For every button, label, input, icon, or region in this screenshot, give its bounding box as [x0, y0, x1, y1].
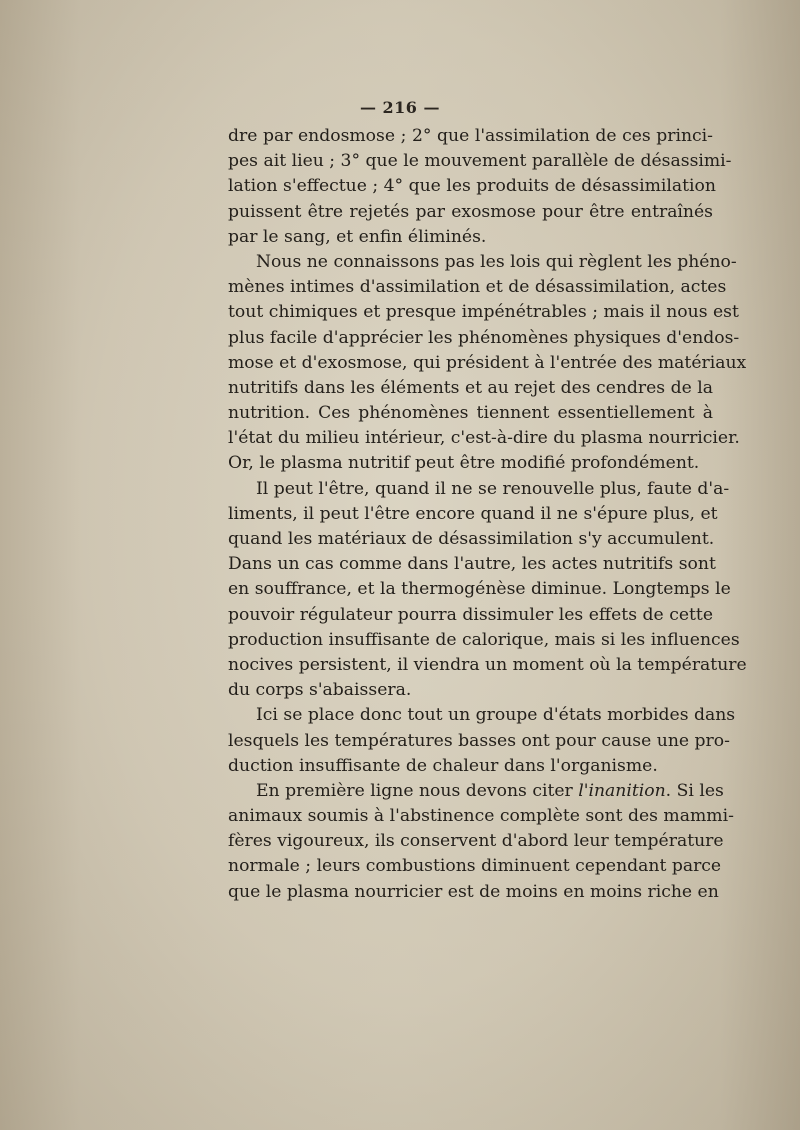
- text-line: mose et d'exosmose, qui président à l'entrée des matériaux: [228, 352, 747, 373]
- text-run: . Si les: [665, 780, 724, 801]
- text-line: nutrition. Ces phénomènes tiennent essentiellement à: [228, 403, 713, 424]
- page-number: — 216 —: [359, 98, 441, 117]
- text-line: duction insuffisante de chaleur dans l'organisme.: [228, 755, 658, 776]
- text-line: puissent être rejetés par exosmose pour être entraînés: [228, 201, 713, 222]
- text-line: l'état du milieu intérieur, c'est-à-dire du plasma nourricier.: [228, 428, 740, 449]
- text-run: En première ligne nous devons citer: [256, 780, 579, 801]
- text-line: nocives persistent, il viendra un moment où la température: [228, 654, 747, 675]
- text-line-with-italic: [228, 779, 724, 804]
- text-line: Ici se place donc tout un groupe d'états morbides dans: [256, 705, 736, 726]
- text-line: tout chimiques et presque impénétrables ; mais il nous est: [228, 302, 739, 323]
- text-line: pes ait lieu ; 3° que le mouvement parallèle de désassimi-: [228, 151, 732, 172]
- text-line: pouvoir régulateur pourra dissimuler les effets de cette: [228, 604, 713, 625]
- text-line: lation s'effectue ; 4° que les produits de désassimilation: [228, 176, 716, 197]
- text-line: Il peut l'être, quand il ne se renouvelle plus, faute d'a-: [256, 478, 730, 499]
- text-line: Dans un cas comme dans l'autre, les actes nutritifs sont: [228, 554, 716, 575]
- text-line: que le plasma nourricier est de moins en moins riche en: [228, 881, 719, 902]
- text-line: quand les matériaux de désassimilation s'y accumulent.: [228, 529, 715, 549]
- text-line: production insuffisante de calorique, mais si les influences: [228, 629, 740, 650]
- text-line: mènes intimes d'assimilation et de désassimilation, actes: [228, 277, 727, 298]
- text-line: par le sang, et enfin éliminés.: [228, 226, 487, 247]
- text-line: animaux soumis à l'abstinence complète sont des mammi-: [228, 806, 734, 827]
- text-line: nutritifs dans les éléments et au rejet des cendres de la: [228, 377, 713, 398]
- text-line: du corps s'abaissera.: [228, 680, 412, 701]
- text-line: Or, le plasma nutritif peut être modifié profondément.: [228, 453, 700, 474]
- text-line: liments, il peut l'être encore quand il ne s'épure plus, et: [228, 503, 718, 524]
- text-line: plus facile d'apprécier les phénomènes physiques d'endos-: [228, 327, 740, 348]
- body-text: [228, 124, 747, 905]
- text-line: Nous ne connaissons pas les lois qui règlent les phéno-: [256, 251, 737, 272]
- text-line: normale ; leurs combustions diminuent cependant parce: [228, 856, 722, 877]
- italic-term: l'inanition: [578, 780, 666, 801]
- text-line: fères vigoureux, ils conservent d'abord leur température: [228, 831, 724, 852]
- text-line: en souffrance, et la thermogénèse diminue. Longtemps le: [228, 579, 731, 600]
- text-line: dre par endosmose ; 2° que l'assimilation de ces princi-: [228, 126, 713, 146]
- text-line: lesquels les températures basses ont pour cause une pro-: [228, 730, 730, 751]
